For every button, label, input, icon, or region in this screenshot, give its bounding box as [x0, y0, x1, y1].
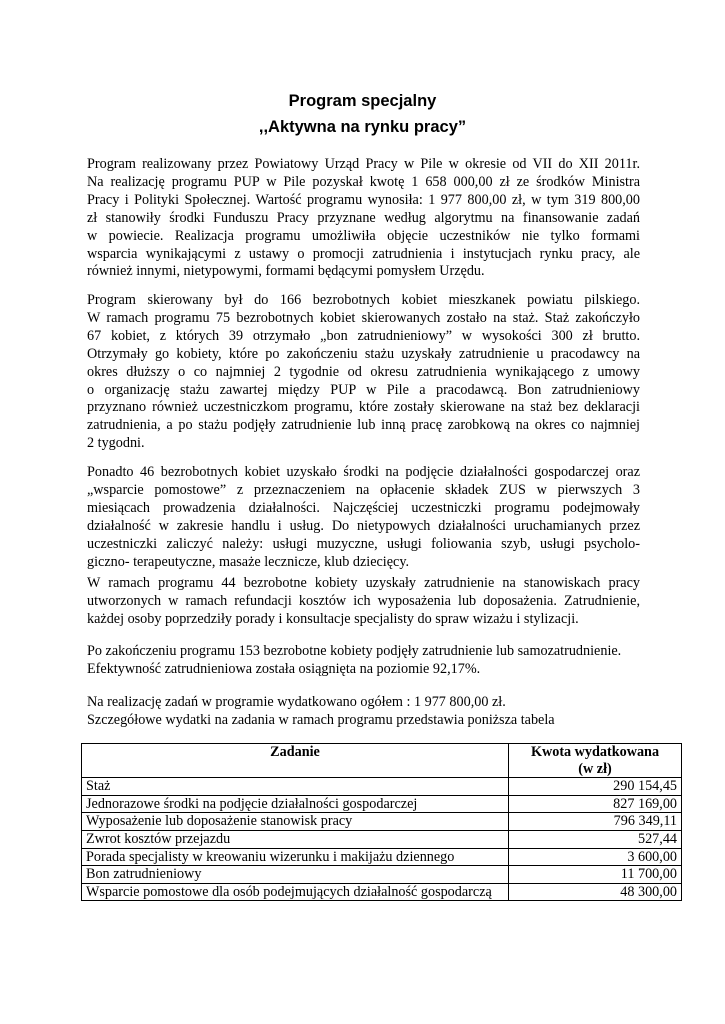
text-line: Otrzymały go kobiety, które po zakończeniu stażu uzyskały zatrudnienie u pracodawcy na [87, 345, 640, 362]
text-line: Pracy i Polityki Społecznej. Wartość programu wynosiła: 1 977 800,00 zł, w tym 319 800,00 [87, 191, 640, 208]
text-line: Szczegółowe wydatki na zadania w ramach programu przedstawia poniższa tabela [87, 711, 555, 728]
task-cell: Zwrot kosztów przejazdu [82, 830, 509, 848]
table-row [82, 830, 682, 848]
document-subtitle: ,,Aktywna na rynku pracy” [258, 118, 467, 136]
text-line: giczno- terapeutyczne, masaże lecznicze, klub dziecięcy. [87, 553, 410, 570]
text-line: uczestniczki zaliczyć należy: usługi muzyczne, usługi foliowania szyb, usługi psycholo- [87, 535, 640, 552]
text-line: zł stanowiły środki Funduszu Pracy przyznane według algorytmu na finansowanie zadań [87, 209, 640, 226]
table-row [82, 778, 682, 796]
text-line: zatrudnienia, a po stażu podjęły zatrudnienie lub inną pracę zarobkową na okres co najmniej [87, 417, 640, 434]
text-line: Na realizację programu PUP w Pile pozyskał kwotę 1 658 000,00 zł ze środków Ministra [87, 173, 640, 190]
text-line: Na realizację zadań w programie wydatkowano ogółem : 1 977 800,00 zł. [87, 694, 506, 710]
table-row [82, 866, 682, 884]
paragraph-program-description [87, 156, 640, 281]
paragraph-participants [87, 292, 640, 453]
document-title: Program specjalny [288, 92, 437, 110]
text-line: Po zakończeniu programu 153 bezrobotne kobiety podjęły zatrudnienie lub samozatrudnienie. [87, 643, 622, 659]
text-line: Program skierowany był do 166 bezrobotnych kobiet mieszkanek powiatu pilskiego. [87, 292, 640, 308]
amount-cell: 290 154,45 [509, 778, 682, 796]
task-cell: Bon zatrudnieniowy [82, 866, 509, 884]
task-cell: Wyposażenie lub doposażenie stanowisk pracy [82, 813, 509, 831]
text-line: 2 tygodni. [87, 435, 145, 452]
text-line: 67 kobiet, z których 39 otrzymało „bon zatrudnieniowy” w wysokości 300 zł brutto. [87, 327, 640, 344]
task-cell: Porada specjalisty w kreowaniu wizerunku i makijażu dziennego [82, 848, 509, 866]
text-line: w powiecie. Realizacja programu umożliwiła objęcie uczestników nie tylko formami [87, 227, 640, 244]
task-cell: Staż [82, 778, 509, 796]
amount-cell: 11 700,00 [509, 866, 682, 884]
paragraph-workplace-equipment [87, 575, 640, 629]
task-cell: Jednorazowe środki na podjęcie działalności gospodarczej [82, 795, 509, 813]
amount-cell: 796 349,11 [509, 813, 682, 831]
text-line: Ponadto 46 bezrobotnych kobiet uzyskało środki na podjęcie działalności gospodarczej oraz [87, 464, 640, 480]
text-line: okres dłuższy o co najmniej 2 tygodnie od okresu zatrudnienia wynikającego z umowy [87, 363, 640, 380]
text-line: Program realizowany przez Powiatowy Urząd Pracy w Pile w okresie od VII do XII 2011r. [87, 156, 640, 172]
text-line: działalność w zakresie handlu i usług. Do nietypowych działalności uruchamianych przez [87, 517, 640, 534]
paragraph-results [87, 643, 640, 679]
table-row [82, 795, 682, 813]
text-line: utworzonych w ramach refundacji kosztów ich wyposażenia lub doposażenia. Zatrudnienie, [87, 592, 640, 609]
table-row [82, 813, 682, 831]
table-row [82, 848, 682, 866]
text-line: przyznano również uczestniczkom programu, które zostały skierowane na staż bez deklaracji [87, 399, 640, 416]
text-line: W ramach programu 75 bezrobotnych kobiet skierowanych zostało na staż. Staż zakończyło [87, 309, 640, 326]
amount-cell: 3 600,00 [509, 848, 682, 866]
task-cell: Wsparcie pomostowe dla osób podejmujących działalność gospodarczą [82, 883, 509, 901]
table-row [82, 883, 682, 901]
text-line: wsparcia wynikającymi z ustawy o promocji zatrudnienia i instytucjach rynku pracy, ale [87, 245, 640, 262]
text-line: Efektywność zatrudnieniowa została osiągnięta na poziomie 92,17%. [87, 660, 481, 677]
text-line: „wsparcie pomostowe” z przeznaczeniem na opłacenie składek ZUS w pierwszych 3 [87, 481, 640, 498]
column-header-amount-line2: (w zł) [578, 760, 612, 777]
amount-cell: 527,44 [509, 830, 682, 848]
amount-cell: 827 169,00 [509, 795, 682, 813]
text-line: każdej osoby poprzedziły porady i konsultacje specjalisty do spraw wizażu i stylizacji. [87, 610, 579, 627]
paragraph-expenditure-summary [87, 694, 640, 730]
expenditure-table [81, 743, 682, 901]
column-header-amount-line1: Kwota wydatkowana [530, 744, 660, 760]
amount-cell: 48 300,00 [509, 883, 682, 901]
column-header-amount [509, 744, 682, 778]
text-line: o organizację stażu zawartej między PUP w Pile a pracodawcą. Bon zatrudnieniowy [87, 381, 640, 398]
column-header-task: Zadanie [82, 744, 509, 778]
paragraph-business-support [87, 464, 640, 571]
text-line: również innymi, nietypowymi, formami będącymi pomysłem Urzędu. [87, 263, 485, 280]
text-line: W ramach programu 44 bezrobotne kobiety uzyskały zatrudnienie na stanowiskach pracy [87, 575, 640, 591]
table-header-row [82, 744, 682, 778]
text-line: miesiącach prowadzenia działalności. Najczęściej uczestniczki programu podejmowały [87, 499, 640, 516]
